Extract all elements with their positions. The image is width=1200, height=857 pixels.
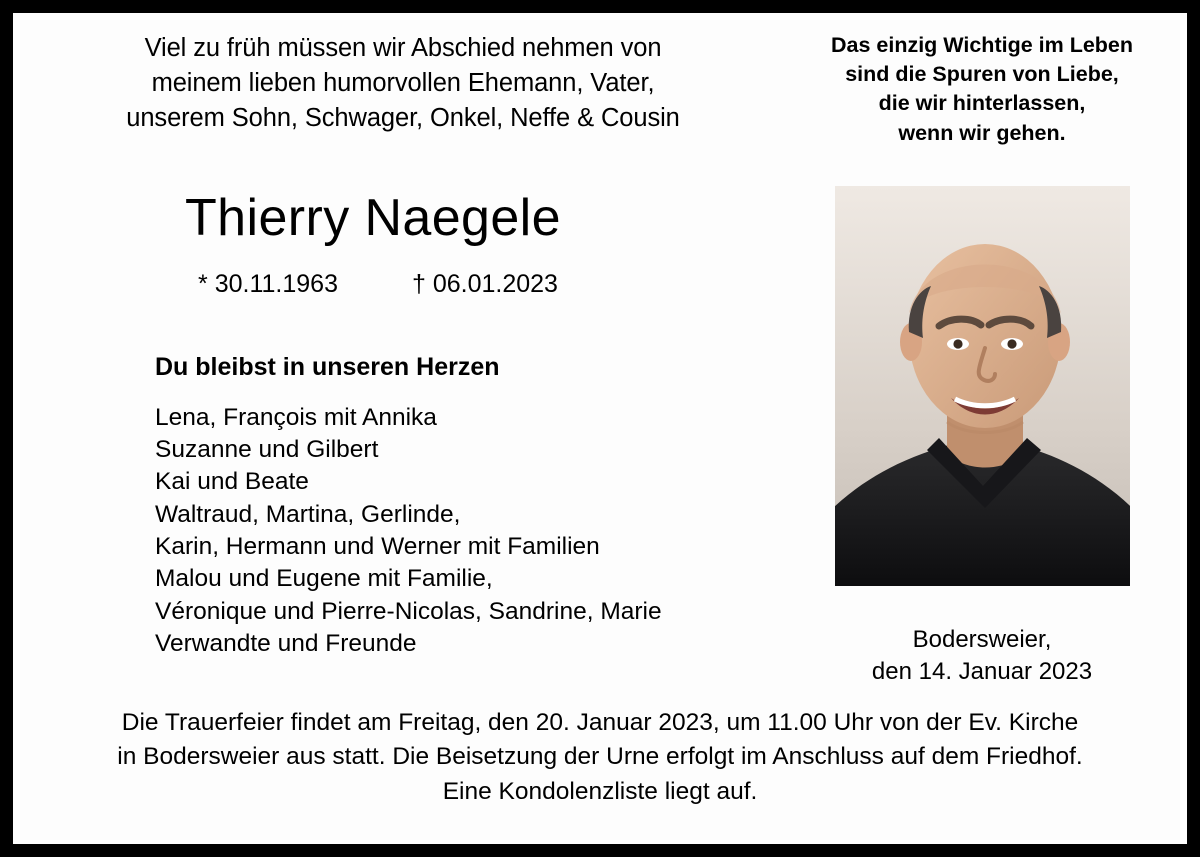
survivors-list xyxy=(43,402,763,661)
date-line: den 14. Januar 2023 xyxy=(871,657,1093,685)
survivor-line: Lena, François mit Annika xyxy=(155,403,437,431)
service-line-3: Eine Kondolenzliste liegt auf. xyxy=(442,778,758,806)
survivor-line: Suzanne und Gilbert xyxy=(155,436,379,464)
survivor-line: Waltraud, Martina, Gerlinde, xyxy=(155,500,461,528)
left-column xyxy=(43,31,763,660)
deceased-name: Thierry Naegele xyxy=(185,188,561,247)
survivor-line: Verwandte und Freunde xyxy=(155,630,417,658)
survivor-line: Kai und Beate xyxy=(155,468,309,496)
portrait-photo-wrapper xyxy=(817,186,1147,586)
verse-line-2: sind die Spuren von Liebe, xyxy=(845,62,1119,87)
verse-line-1: Das einzig Wichtige im Leben xyxy=(830,33,1134,57)
memorial-verse xyxy=(817,31,1147,148)
place-line: Bodersweier, xyxy=(912,625,1052,653)
intro-text xyxy=(43,31,763,136)
survivor-line: Malou und Eugene mit Familie, xyxy=(155,565,493,593)
right-column xyxy=(817,31,1147,688)
service-line-2: in Bodersweier aus statt. Die Beisetzung der Urne erfolgt im Anschluss auf dem Friedhof. xyxy=(117,743,1083,771)
birth-date: * 30.11.1963 xyxy=(198,269,338,298)
intro-line-2: meinem lieben humorvollen Ehemann, Vater, xyxy=(151,68,655,97)
intro-line-1: Viel zu früh müssen wir Abschied nehmen von xyxy=(144,34,662,62)
verse-line-3: die wir hinterlassen, xyxy=(878,91,1086,116)
memorial-motto: Du bleibst in unseren Herzen xyxy=(155,352,500,381)
intro-line-3: unserem Sohn, Schwager, Onkel, Neffe & Cousin xyxy=(126,103,680,132)
life-dates xyxy=(43,270,763,299)
survivor-line: Véronique und Pierre-Nicolas, Sandrine, Marie xyxy=(155,597,662,625)
portrait-photo xyxy=(835,186,1130,586)
death-date: † 06.01.2023 xyxy=(411,269,558,298)
verse-line-4: wenn wir gehen. xyxy=(898,120,1066,145)
service-details xyxy=(33,706,1167,810)
notice-inner-frame xyxy=(11,11,1189,846)
survivor-line: Karin, Hermann und Werner mit Familien xyxy=(155,533,600,561)
service-line-1: Die Trauerfeier findet am Freitag, den 20. Januar 2023, um 11.00 Uhr von der Ev. Kirche xyxy=(121,708,1079,736)
place-and-date xyxy=(817,624,1147,688)
